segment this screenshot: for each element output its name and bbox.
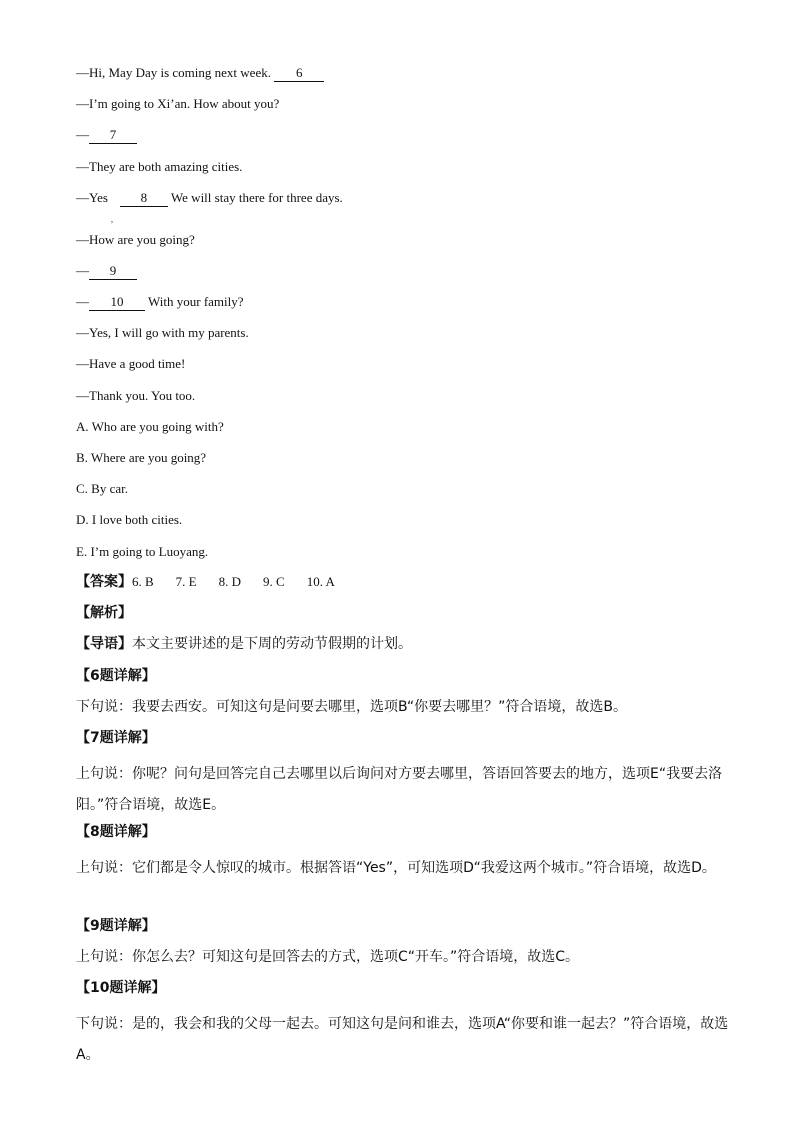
dialogue-line-6: —How are you going? [76, 232, 195, 247]
dialogue-dash: — [76, 127, 89, 142]
dialogue-dash: — [76, 294, 89, 309]
answer-label: 【答案】 [76, 574, 132, 590]
blank-9: 9 [89, 264, 137, 280]
q10-explanation: 下句说：是的，我会和我的父母一起去。可知这句是问和谁去，选项A“你要和谁一起去？”符合语境，故选A。 [76, 1016, 729, 1063]
intro-paragraph [76, 634, 734, 654]
option-c: C. By car. [76, 481, 128, 496]
q8-explanation: 上句说：它们都是令人惊叹的城市。根据答语“Yes”，可知选项D“我爱这两个城市。”符合语境，故选D。 [76, 860, 716, 876]
dialogue-line-1 [76, 64, 734, 82]
option-b: B. Where are you going? [76, 450, 207, 465]
answer-item: 7. E [175, 574, 197, 589]
dialogue-line-4: —They are both amazing cities. [76, 159, 243, 174]
option-d: D. I love both cities. [76, 512, 183, 527]
q8-title: 【8题详解】 [76, 824, 156, 840]
comma-mark: , [110, 214, 114, 224]
option-a: A. Who are you going with? [76, 419, 224, 434]
dialogue-line-11: —Thank you. You too. [76, 388, 196, 403]
dialogue-line-7 [76, 262, 734, 280]
dialogue-line-5 [76, 189, 734, 224]
blank-6: 6 [274, 66, 324, 82]
blank-7: 7 [89, 128, 137, 144]
dialogue-line-2: —I’m going to Xi’an. How about you? [76, 96, 280, 111]
dialogue-line-10: —Have a good time! [76, 356, 186, 371]
intro-label: 【导语】 [76, 636, 132, 652]
q9-title: 【9题详解】 [76, 918, 156, 934]
answer-row [76, 572, 734, 592]
option-e: E. I’m going to Luoyang. [76, 544, 209, 559]
q10-title: 【10题详解】 [76, 980, 166, 996]
dialogue-text: —Hi, May Day is coming next week. [76, 65, 275, 80]
dialogue-line-8 [76, 293, 734, 311]
answer-item: 9. C [263, 574, 285, 589]
dialogue-line-3 [76, 126, 734, 144]
q7-title: 【7题详解】 [76, 730, 156, 746]
q7-explanation: 上句说：你呢？问句是回答完自己去哪里以后询问对方要去哪里，答语回答要去的地方，选项E“我要去洛阳。”符合语境，故选E。 [76, 766, 723, 813]
q6-title: 【6题详解】 [76, 668, 156, 684]
dialogue-text: —Yes [76, 190, 108, 205]
blank-8: 8 [120, 191, 168, 207]
q6-explanation: 下句说：我要去西安。可知这句是问要去哪里，选项B“你要去哪里？”符合语境，故选B。 [76, 699, 627, 715]
dialogue-dash: — [76, 263, 89, 278]
intro-text: 本文主要讲述的是下周的劳动节假期的计划。 [132, 636, 412, 652]
answer-item: 8. D [218, 574, 242, 589]
answer-item: 10. A [306, 574, 335, 589]
dialogue-text: We will stay there for three days. [167, 190, 343, 205]
blank-10: 10 [89, 295, 145, 311]
analysis-label: 【解析】 [76, 605, 132, 621]
dialogue-line-9: —Yes, I will go with my parents. [76, 325, 249, 340]
answer-item: 6. B [132, 574, 154, 589]
dialogue-text: With your family? [145, 294, 244, 309]
q9-explanation: 上句说：你怎么去？可知这句是回答去的方式，选项C“开车。”符合语境，故选C。 [76, 949, 580, 965]
